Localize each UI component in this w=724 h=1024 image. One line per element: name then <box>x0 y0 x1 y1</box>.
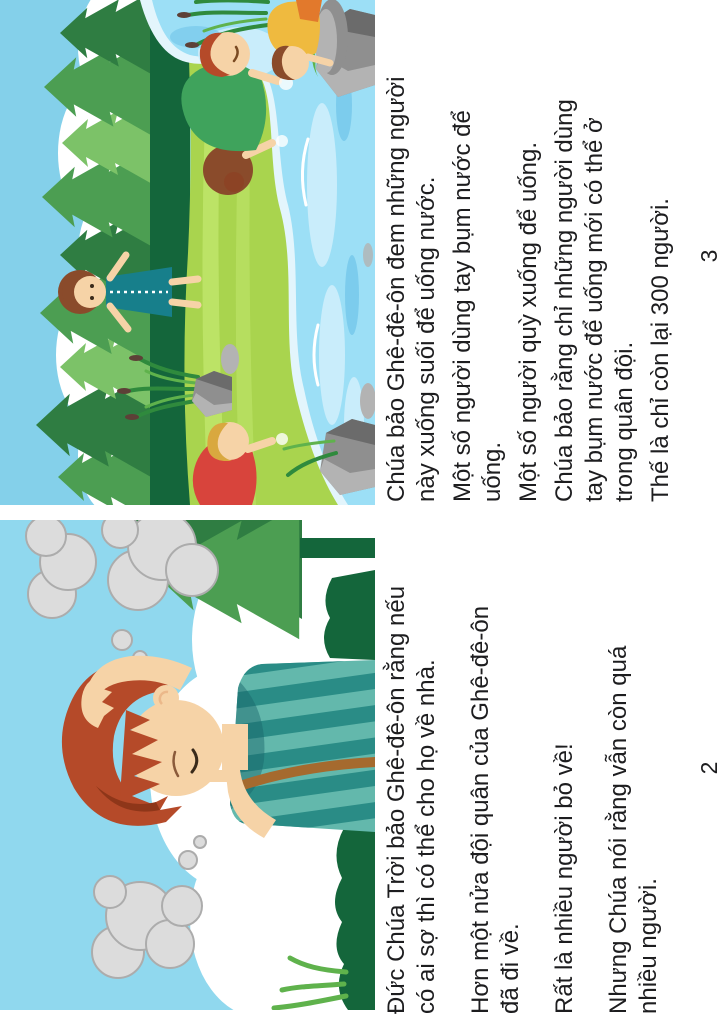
text-line: Hơn một nửa đội quân của Ghê-đê-ôn <box>467 605 494 1014</box>
thinking-boy-illustration <box>0 520 375 1010</box>
text-line: đã đi về. <box>497 923 524 1014</box>
page-number-3: 3 <box>696 249 722 263</box>
text-line: Chúa bảo rằng chỉ những người dùng <box>551 99 578 502</box>
text-line: trong quân đội. <box>611 341 638 502</box>
page-number-2: 2 <box>696 761 722 775</box>
story-text-page-3 <box>382 8 682 502</box>
text-line: Thế là chỉ còn lại 300 người. <box>647 198 674 502</box>
paragraph <box>514 8 544 502</box>
booklet-page-2 <box>0 512 724 1024</box>
paragraph <box>550 8 640 502</box>
text-line: uống. <box>479 441 506 502</box>
text-line: Một số người quỳ xuống để uống. <box>515 141 542 502</box>
boy-yellow-shirt <box>267 0 348 80</box>
text-line: Một số người dùng tay bụm nước để <box>449 110 476 502</box>
stream-scene-svg <box>0 0 375 505</box>
text-line: Chúa bảo Ghê-đê-ôn đem những người <box>383 76 410 502</box>
paragraph <box>646 8 676 502</box>
page-2 <box>0 512 724 1024</box>
story-text-page-2 <box>382 520 688 1014</box>
boy-ear <box>153 685 179 711</box>
paragraph <box>448 8 508 502</box>
text-line: Đức Chúa Trời bảo Ghê-đê-ôn rằng nếu <box>383 585 410 1014</box>
text-line: tay bụm nước để uống mới có thể ở <box>581 117 608 502</box>
text-line: Rất là nhiều người bỏ về! <box>551 743 578 1014</box>
text-line: có ai sợ thì có thể cho họ về nhà. <box>413 659 440 1014</box>
paragraph <box>604 520 664 1014</box>
text-line: nhiều người. <box>635 878 662 1014</box>
text-line: này xuống suối để uống nước. <box>413 176 440 502</box>
paragraph <box>382 8 442 502</box>
stream-scene-illustration <box>0 0 375 505</box>
paragraph <box>382 520 442 1014</box>
text-line: Nhưng Chúa nói rằng vẫn còn quá <box>605 645 632 1014</box>
thinking-boy-svg <box>0 520 375 1010</box>
paragraph <box>466 520 526 1014</box>
paragraph <box>550 520 580 1014</box>
